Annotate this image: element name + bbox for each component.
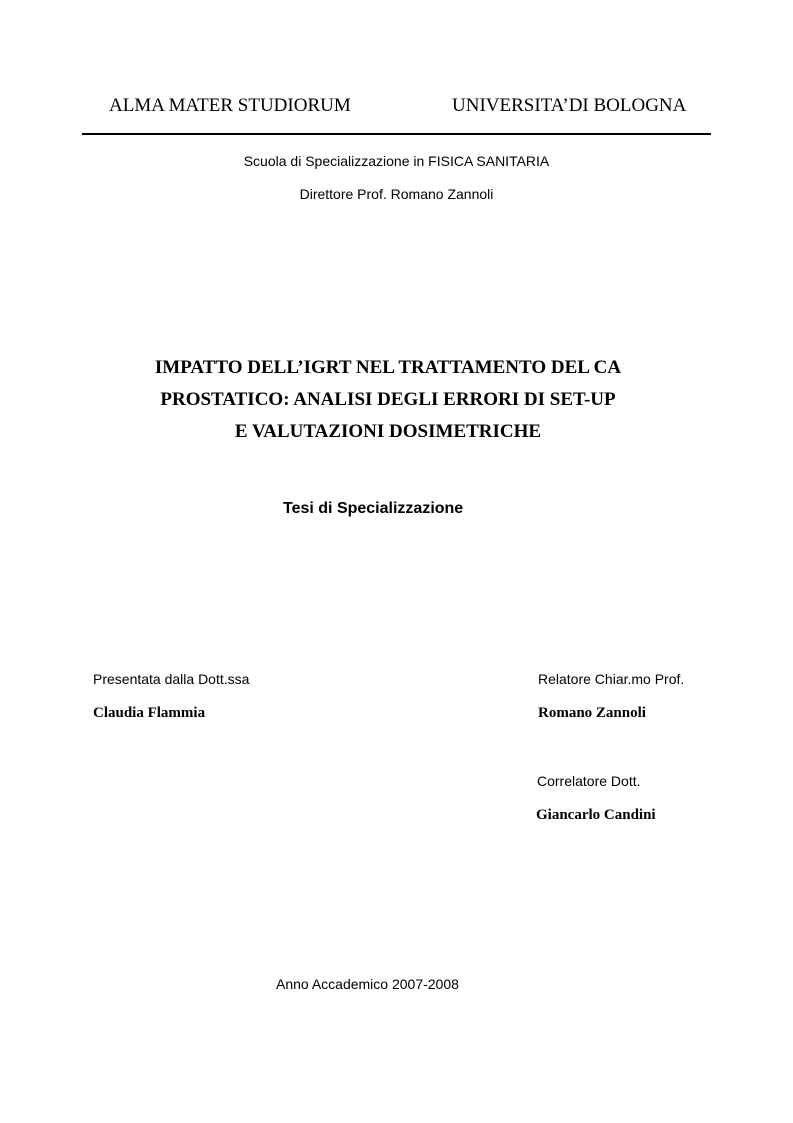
thesis-title-line-1: IMPATTO DELL’IGRT NEL TRATTAMENTO DEL CA — [154, 357, 622, 378]
institution-name-right: UNIVERSITA’DI BOLOGNA — [452, 95, 687, 116]
academic-year: Anno Accademico 2007-2008 — [276, 976, 459, 992]
institution-name-left: ALMA MATER STUDIORUM — [109, 95, 351, 116]
coadvisor-name: Giancarlo Candini — [536, 807, 656, 823]
school-name: Scuola di Specializzazione in FISICA SANITARIA — [243, 153, 550, 169]
advisor-label: Relatore Chiar.mo Prof. — [538, 671, 685, 687]
thesis-title-line-2: PROSTATICO: ANALISI DEGLI ERRORI DI SET-UP — [160, 389, 616, 410]
thesis-type: Tesi di Specializzazione — [283, 500, 464, 517]
author-name: Claudia Flammia — [93, 705, 206, 721]
coadvisor-label: Correlatore Dott. — [537, 773, 641, 789]
header-divider — [82, 133, 711, 135]
presented-by-label: Presentata dalla Dott.ssa — [93, 671, 250, 687]
advisor-name: Romano Zannoli — [538, 705, 646, 721]
thesis-title — [130, 352, 646, 448]
director-line: Direttore Prof. Romano Zannoli — [299, 186, 494, 202]
thesis-title-line-3: E VALUTAZIONI DOSIMETRICHE — [234, 421, 542, 442]
